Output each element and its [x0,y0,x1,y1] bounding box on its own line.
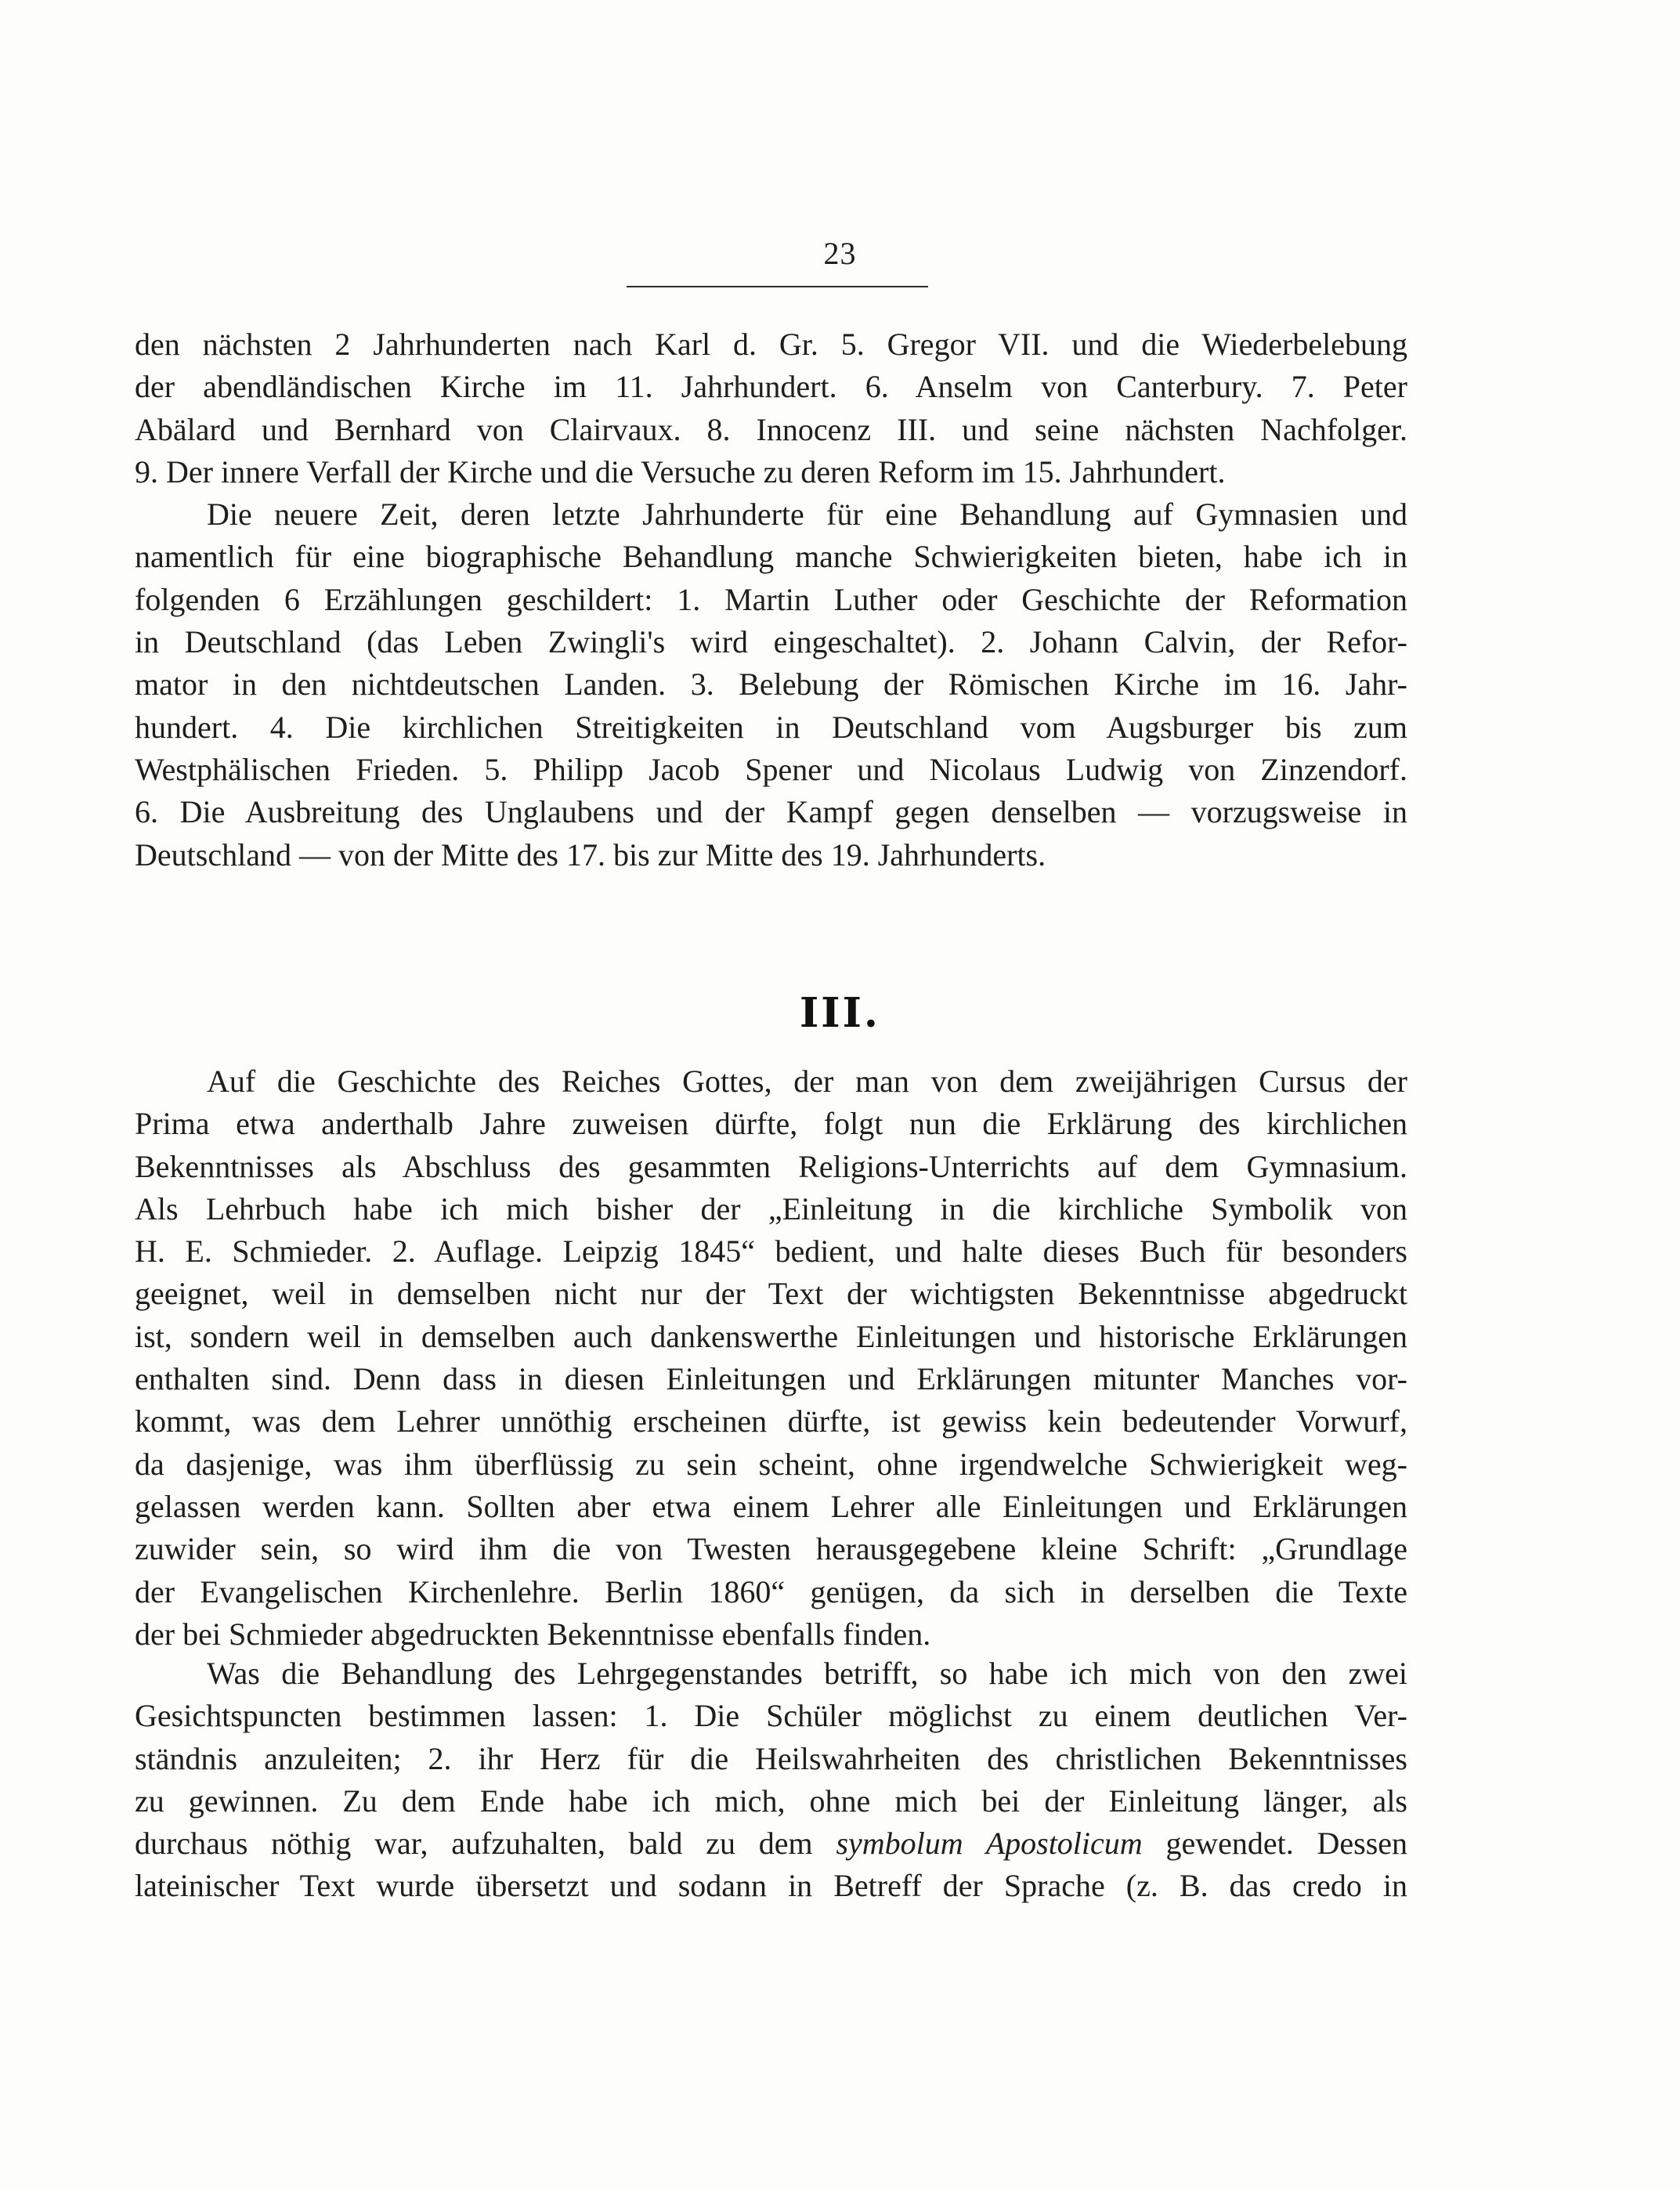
text-line: ständnis anzuleiten; 2. ihr Herz für die Heilswahrheiten des christlichen Bekenntnisses [135,1740,1407,1776]
text-line: der bei Schmieder abgedruckten Bekenntnisse ebenfalls finden. [135,1616,931,1652]
text-line: Prima etwa anderthalb Jahre zuweisen dürfte, folgt nun die Erklärung des kirchlichen [135,1106,1407,1142]
text-line: ist, sondern weil in demselben auch dankenswerthe Einleitungen und historische Erklärungen [135,1318,1407,1354]
text-line: Auf die Geschichte des Reiches Gottes, der man von dem zweijährigen Cursus der [207,1064,1407,1099]
text-block-final [135,1653,1407,1908]
text-segment: durchaus nöthig war, aufzuhalten, bald zu dem [135,1826,813,1862]
text-line: da dasjenige, was ihm überflüssig zu sein scheint, ohne irgendwelche Schwierigkeit weg- [135,1446,1407,1482]
text-line: lateinischer Text wurde übersetzt und sodann in Betreff der Sprache (z. B. das credo in [135,1868,1407,1904]
text-line: Abälard und Bernhard von Clairvaux. 8. Innocenz III. und seine nächsten Nachfolger. [135,411,1407,447]
text-line: mator in den nichtdeutschen Landen. 3. Belebung der Römischen Kirche im 16. Jahr- [135,666,1407,703]
text-line: kommt, was dem Lehrer unnöthig erscheinen dürfte, ist gewiss kein bedeutender Vorwurf, [135,1403,1407,1439]
text-line: Als Lehrbuch habe ich mich bisher der „Einleitung in die kirchliche Symbolik von [135,1190,1407,1226]
text-line: Bekenntnisses als Abschluss des gesammten Religions-Unterrichts auf dem Gymnasium. [135,1148,1407,1184]
page-number: 23 [823,236,857,271]
text-line: H. E. Schmieder. 2. Auflage. Leipzig 1845“ bedient, und halte dieses Buch für besonders [135,1234,1407,1270]
text-line: 9. Der innere Verfall der Kirche und die Versuche zu deren Reform im 15. Jahrhundert. [135,453,1226,489]
text-line: der Evangelischen Kirchenlehre. Berlin 1860“ genügen, da sich in derselben die Texte [135,1573,1407,1609]
section-heading: III. [799,989,881,1037]
italic-term: symbolum Apostolicum [836,1826,1143,1862]
text-line: namentlich für eine biographische Behandlung manche Schwierigkeiten bieten, habe ich in [135,539,1407,575]
text-line: folgenden 6 Erzählungen geschildert: 1. Martin Luther oder Geschichte der Reformation [135,581,1407,617]
text-line: zuwider sein, so wird ihm die von Twesten herausgegebene kleine Schrift: „Grundlage [135,1531,1407,1567]
text-line: den nächsten 2 Jahrhunderten nach Karl d. Gr. 5. Gregor VII. und die Wiederbelebung [135,327,1407,362]
header-rule [627,286,928,287]
text-line: gelassen werden kann. Sollten aber etwa einem Lehrer alle Einleitungen und Erklärungen [135,1488,1407,1524]
text-line: der abendländischen Kirche im 11. Jahrhundert. 6. Anselm von Canterbury. 7. Peter [135,369,1407,405]
text-line: 6. Die Ausbreitung des Unglaubens und der Kampf gegen denselben — vorzugsweise in [135,794,1407,830]
text-line-mixed [135,1822,1407,1865]
text-block-upper [135,323,1407,876]
text-segment: gewendet. Dessen [1165,1826,1407,1862]
text-line: geeignet, weil in demselben nicht nur der Text der wichtigsten Bekenntnisse abgedruckt [135,1276,1407,1312]
text-line: in Deutschland (das Leben Zwingli's wird eingeschaltet). 2. Johann Calvin, der Refor- [135,624,1407,660]
text-line: hundert. 4. Die kirchlichen Streitigkeiten in Deutschland vom Augsburger bis zum [135,709,1407,745]
text-line: Was die Behandlung des Lehrgegenstandes betrifft, so habe ich mich von den zwei [207,1656,1407,1691]
text-block-section-three [135,1060,1407,1656]
text-line: Deutschland — von der Mitte des 17. bis zur Mitte des 19. Jahrhunderts. [135,836,1046,872]
text-line: Westphälischen Frieden. 5. Philipp Jacob Spener und Nicolaus Ludwig von Zinzendorf. [135,751,1407,787]
text-line: Die neuere Zeit, deren letzte Jahrhunderte für eine Behandlung auf Gymnasien und [207,497,1407,533]
text-line: zu gewinnen. Zu dem Ende habe ich mich, ohne mich bei der Einleitung länger, als [135,1783,1407,1819]
text-line: Gesichtspuncten bestimmen lassen: 1. Die Schüler möglichst zu einem deutlichen Ver- [135,1698,1407,1734]
text-line: enthalten sind. Denn dass in diesen Einleitungen und Erklärungen mitunter Manches vor- [135,1361,1407,1397]
